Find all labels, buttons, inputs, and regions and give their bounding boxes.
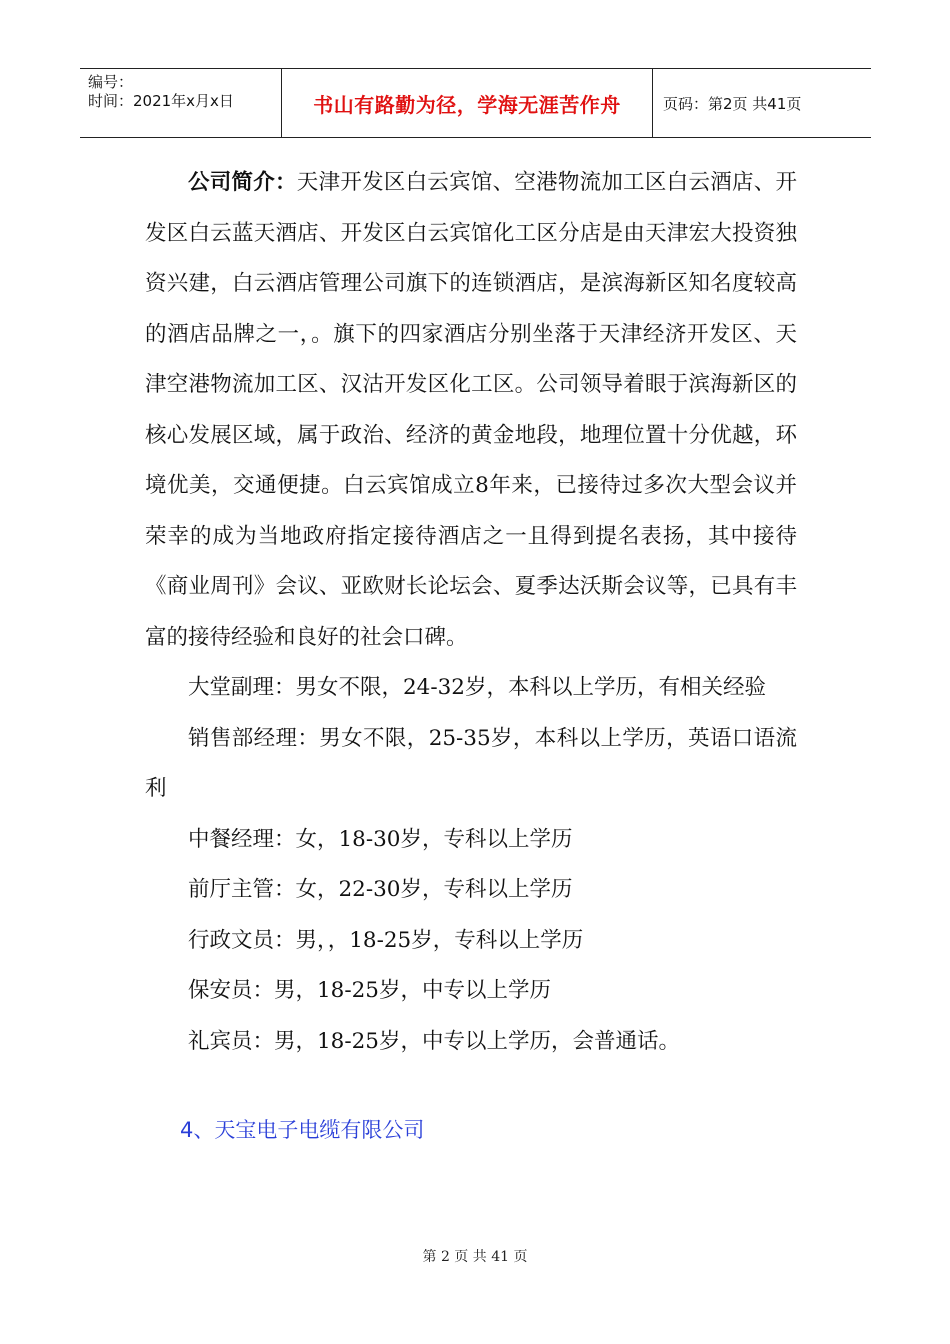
job-item: 大堂副理：男女不限，24-32岁，本科以上学历，有相关经验 (188, 675, 766, 700)
job-item: 中餐经理：女，18-30岁，专科以上学历 (188, 826, 573, 852)
header-motto: 书山有路勤为径，学海无涯苦作舟 (282, 69, 653, 137)
job-item: 保安员：男，18-25岁，中专以上学历 (188, 978, 551, 1003)
page-footer: 第 2 页 共 41 页 (422, 1249, 528, 1265)
job-item: 前厅主管：女，22-30岁，专科以上学历 (188, 877, 573, 902)
job-item: 销售部经理：男女不限，25-35岁，本科以上学历，英语口语流利 (145, 725, 797, 801)
company-intro (145, 158, 797, 663)
time-label: 时间：2021年x月x日 (88, 92, 234, 110)
page-header (80, 68, 871, 138)
job-item: 礼宾员：男，18-25岁，中专以上学历，会普通话。 (188, 1028, 680, 1054)
job-item: 行政文员：男，，18-25岁，专科以上学历 (188, 927, 584, 953)
header-meta (80, 69, 282, 137)
section-heading: 4、天宝电子电缆有限公司 (180, 1118, 425, 1142)
header-page-info: 页码：第2页 共41页 (663, 94, 802, 113)
intro-lead: 公司简介： (188, 170, 297, 195)
intro-text: 天津开发区白云宾馆、空港物流加工区白云酒店、开发区白云蓝天酒店、开发区白云宾馆化工区分店是由天津宏大投资独资兴建，白云酒店管理公司旗下的连锁酒店，是滨海新区知名度较高的酒店品牌之一，。旗下的四家酒店分别坐落于天津经济开发区、天津空港物流加工区、汉沽开发区化工区。公司领导着眼于滨海新区的核心发展区域，属于政治、经济的黄金地段，地理位置十分优越，环境优美，交通便捷。白云宾馆成立8年来，已接待过多次大型会议并荣幸的成为当地政府指定接待酒店之一且得到提名表扬，其中接待《商业周刊》会议、亚欧财长论坛会、夏季达沃斯会议等，已具有丰富的接待经验和良好的社会口碑。 (145, 170, 797, 650)
document-body (145, 158, 797, 1067)
number-label: 编号： (88, 73, 134, 91)
